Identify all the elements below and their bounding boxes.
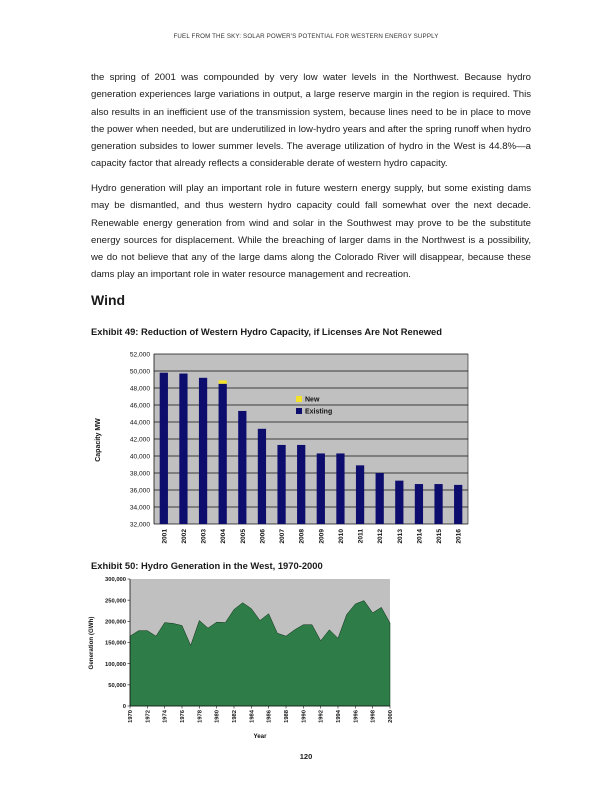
- chart49-bar-existing: [179, 374, 187, 524]
- chart49-y-tick-label: 32,000: [129, 521, 150, 529]
- chart50-y-tick-label: 250,000: [105, 598, 126, 605]
- chart49-x-tick-label: 2012: [377, 529, 385, 544]
- chart49-y-tick-label: 36,000: [129, 487, 150, 495]
- chart49-y-axis-label: Capacity MW: [95, 418, 102, 462]
- chart50-y-tick-label: 150,000: [105, 640, 126, 647]
- chart49-bar-existing: [395, 481, 403, 524]
- chart49-x-tick-label: 2016: [455, 529, 463, 544]
- chart49-bar-existing: [317, 453, 325, 524]
- chart49-bar-existing: [160, 373, 168, 524]
- chart50-x-tick-label: 1990: [301, 710, 308, 723]
- chart49-y-tick-label: 40,000: [129, 453, 150, 461]
- chart49-x-tick-label: 2013: [396, 529, 404, 544]
- chart50-y-tick-label: 0: [122, 704, 126, 711]
- chart50-y-axis-label: Generation (GWh): [88, 616, 95, 670]
- chart49-x-tick-label: 2001: [161, 529, 169, 544]
- chart49-legend-label-existing: Existing: [305, 408, 333, 416]
- section-heading: Wind: [91, 292, 126, 308]
- chart49-bar-existing: [415, 484, 423, 524]
- running-header: FUEL FROM THE SKY: SOLAR POWER'S POTENTIAL FOR WESTERN ENERGY SUPPLY: [173, 33, 439, 40]
- chart49-y-tick-label: 46,000: [129, 402, 150, 410]
- chart50-x-axis-label: Year: [253, 733, 267, 740]
- chart49-x-tick-label: 2002: [180, 529, 188, 544]
- chart50-x-tick-label: 1970: [128, 710, 134, 723]
- chart50-x-tick-label: 1974: [162, 710, 169, 723]
- chart49-x-tick-label: 2005: [239, 529, 247, 544]
- chart49-x-tick-label: 2003: [200, 529, 208, 544]
- exhibit-49-title: Exhibit 49: Reduction of Western Hydro Capacity, if Licenses Are Not Renewed: [91, 326, 442, 337]
- chart49-legend-swatch-new: [296, 396, 302, 402]
- chart50-x-tick-label: 1992: [318, 710, 325, 723]
- chart49-x-tick-label: 2006: [259, 529, 267, 544]
- chart49-y-tick-label: 42,000: [129, 436, 150, 444]
- chart50-y-tick-label: 200,000: [105, 619, 126, 626]
- chart49-x-tick-label: 2004: [220, 529, 228, 544]
- chart49-bar-existing: [238, 411, 246, 524]
- chart49-y-tick-label: 44,000: [129, 419, 150, 427]
- chart50-x-tick-label: 1998: [370, 710, 377, 723]
- chart49-bar-existing: [219, 384, 227, 524]
- chart50-x-tick-label: 1984: [249, 710, 256, 723]
- page-number: 120: [299, 752, 313, 761]
- chart49-bar-existing: [356, 465, 364, 524]
- chart50-x-tick-label: 1978: [197, 710, 204, 723]
- chart49-bar-existing: [336, 453, 344, 524]
- exhibit-50-title: Exhibit 50: Hydro Generation in the West, 1970-2000: [91, 560, 323, 571]
- chart49-x-tick-label: 2008: [298, 529, 306, 544]
- chart49-x-tick-label: 2009: [318, 529, 326, 544]
- chart49-x-tick-label: 2011: [357, 529, 365, 544]
- chart49-y-tick-label: 52,000: [129, 351, 150, 359]
- chart50-y-tick-label: 300,000: [105, 577, 126, 584]
- chart49-bar-existing: [277, 445, 285, 524]
- chart49-x-tick-label: 2014: [416, 529, 424, 544]
- chart49-y-tick-label: 38,000: [129, 470, 150, 478]
- chart49-y-tick-label: 50,000: [129, 368, 150, 376]
- chart50-x-tick-label: 1976: [180, 710, 186, 723]
- chart50-y-tick-label: 50,000: [108, 683, 126, 690]
- chart50-x-tick-label: 1994: [336, 710, 342, 723]
- chart49-bar-existing: [199, 378, 207, 524]
- chart50-x-tick-label: 1986: [266, 710, 273, 723]
- chart49-bar-existing: [376, 473, 384, 524]
- chart50-y-tick-label: 100,000: [105, 661, 126, 668]
- chart49-x-tick-label: 2010: [337, 529, 345, 544]
- chart49-legend-swatch-existing: [296, 408, 302, 414]
- chart49-x-tick-label: 2015: [436, 529, 444, 544]
- chart49-y-tick-label: 48,000: [129, 385, 150, 393]
- chart50-x-tick-label: 1982: [232, 710, 238, 723]
- chart49-bar-existing: [297, 445, 305, 524]
- chart50-x-tick-label: 1996: [353, 710, 360, 723]
- chart49-bar-existing: [258, 429, 266, 524]
- chart49-bar-existing: [454, 485, 462, 524]
- chart49-bar-new: [219, 380, 227, 383]
- body-paragraph-1: the spring of 2001 was compounded by very low water levels in the Northwest. Because hydro generation experiences large variations in output, a large reserve margin in the region is required. This also results in an inefficient use of the transmission system, because lines need to be in place to move the power when needed, but are underutilized in low-hydro years and after the spring runoff when hydro generation subsides to lower summer levels. The average utilization of hydro in the West is 44.8%—a capacity factor that already reflects a considerable derate of western hydro capacity.: [91, 72, 531, 170]
- chart49-legend-label-new: New: [305, 396, 320, 404]
- chart49-y-tick-label: 34,000: [129, 504, 150, 512]
- chart50-x-tick-label: 1988: [284, 710, 290, 723]
- chart50-x-tick-label: 2000: [388, 710, 394, 723]
- chart49-bar-existing: [434, 484, 442, 524]
- chart50-x-tick-label: 1980: [214, 710, 221, 723]
- body-paragraph-2: Hydro generation will play an important role in future western energy supply, but some existing dams may be dismantled, and thus western hydro capacity could fall somewhat over the next decade. Renewable energy generation from wind and solar in the Southwest may prove to be the substitute energy sources for displacement. While the breaching of larger dams in the Northwest is a possibility, we do not believe that any of the large dams along the Colorado River will disappear, because these dams play an important role in water resource management and recreation.: [91, 183, 531, 281]
- chart49-x-tick-label: 2007: [279, 529, 287, 544]
- chart50-x-tick-label: 1972: [145, 710, 152, 723]
